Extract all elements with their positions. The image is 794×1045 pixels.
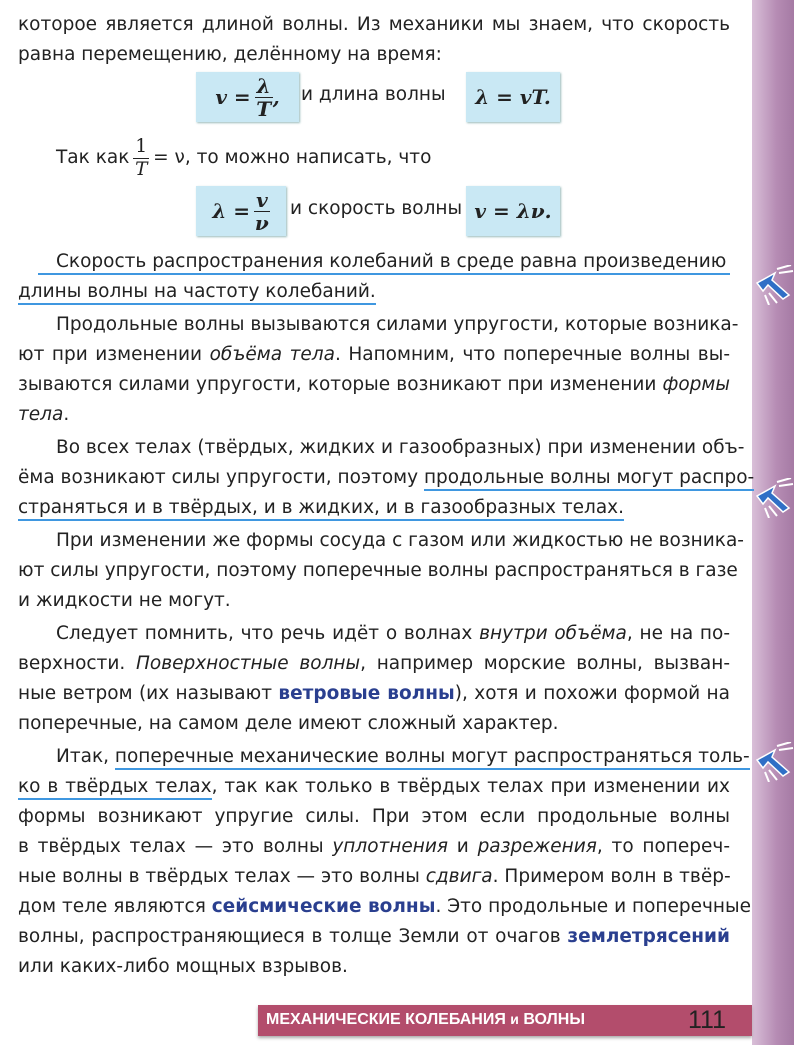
text: дом теле являются <box>18 896 212 917</box>
text-line: равна перемещению, делённому на время: <box>18 44 442 65</box>
highlight-rule: ко в твёрдых телах <box>18 776 212 800</box>
text: ВОЛНЫ <box>518 1011 585 1028</box>
denominator: T <box>135 158 148 180</box>
highlight-rule: Скорость распространения колебаний в среде равна произведению <box>38 251 730 275</box>
text: . <box>63 404 70 425</box>
text-line <box>18 892 752 922</box>
text-line <box>18 370 730 400</box>
formula-text: v = <box>215 85 251 109</box>
formula-velocity <box>196 72 299 122</box>
highlight-rule: поперечные механические волны могут распространяться толь- <box>115 746 750 770</box>
text-line <box>18 772 730 802</box>
text: , например морские волны, вызван- <box>360 653 730 674</box>
emphasis: тела <box>18 404 64 425</box>
formula-row-2 <box>18 184 730 244</box>
text: , так как только в твёрдых телах при изменении их <box>211 776 730 797</box>
text-line <box>18 132 730 184</box>
numerator: 1 <box>135 135 148 157</box>
formula-row-1 <box>18 70 730 132</box>
formula-caption: и скорость волны <box>290 198 463 219</box>
text: Итак, <box>56 746 115 767</box>
formula-text: , <box>272 85 280 109</box>
text: Так как <box>56 147 130 168</box>
highlight-rule: длины волны на частоту колебаний. <box>18 281 376 305</box>
text: , не на по- <box>626 623 731 644</box>
text: , то можно написать, что <box>184 147 432 168</box>
fraction <box>255 75 273 120</box>
text-line <box>18 832 730 862</box>
text-line <box>18 619 730 649</box>
text: ют при изменении <box>18 344 210 365</box>
text-line <box>18 277 730 307</box>
page-body <box>18 10 755 982</box>
text-line: формы возникают упругие силы. При этом если продольные волны <box>18 806 730 827</box>
text: волны, распространяющиеся в толще Земли от очагов <box>18 926 568 947</box>
emphasis: разрежения <box>477 836 597 857</box>
text-line: Во всех телах (твёрдых, жидких и газообразных) при изменении объ- <box>56 437 745 458</box>
text: верхности. <box>18 653 136 674</box>
chapter-footer <box>258 1005 752 1036</box>
text-line: Продольные волны вызываются силами упругости, которые возника- <box>56 314 739 335</box>
text: ные волны в твёрдых телах — это волны <box>18 866 426 887</box>
text: ёма возникают силы упругости, поэтому <box>18 467 424 488</box>
text-line <box>18 340 730 370</box>
text: . Напомним, что поперечные волны вы- <box>334 344 730 365</box>
emphasis: Поверхностные волны <box>135 653 361 674</box>
fraction <box>133 136 149 181</box>
text-line: При изменении же формы сосуда с газом или жидкостью не возника- <box>56 530 744 551</box>
fraction <box>254 189 270 234</box>
page-number: 111 <box>688 1006 727 1034</box>
arrow-marker-icon <box>755 478 794 518</box>
text-line <box>18 742 750 772</box>
text-line: которое является длиной волны. Из механики мы знаем, что скорость <box>18 14 730 35</box>
denominator: ν <box>254 210 269 235</box>
text-line <box>18 922 730 952</box>
key-term: ветровые волны <box>278 683 455 704</box>
text-line <box>18 862 730 892</box>
formula-caption: и длина волны <box>301 84 446 105</box>
text: . Это продольные и поперечные <box>435 896 752 917</box>
emphasis: сдвига <box>425 866 493 887</box>
text-line <box>18 400 730 430</box>
text: и <box>510 1011 519 1027</box>
page-margin-band <box>752 0 794 1045</box>
arrow-marker-icon <box>755 265 794 305</box>
text: зываются силами упругости, которые возникают при изменении <box>18 374 663 395</box>
text: ), хотя и похожи формой на <box>454 683 730 704</box>
key-term: сейсмические волны <box>211 896 436 917</box>
highlight-rule: продольные волны могут распро- <box>424 467 754 491</box>
text-line <box>18 463 755 493</box>
numerator: v <box>256 187 268 212</box>
text: и <box>448 836 478 857</box>
formula-wavelength-freq <box>196 186 286 236</box>
emphasis: внутри объёма <box>479 623 627 644</box>
text-line: и жидкости не могут. <box>18 590 231 611</box>
text-line: или каких-либо мощных взрывов. <box>18 956 348 977</box>
text: в твёрдых телах — это волны <box>18 836 333 857</box>
denominator: T <box>256 96 272 121</box>
emphasis: уплотнения <box>332 836 449 857</box>
emphasis: объёма тела <box>209 344 335 365</box>
formula-wavelength: λ = vT. <box>466 72 560 122</box>
formula-speed: v = λν. <box>466 186 560 236</box>
text: Следует помнить, что речь идёт о волнах <box>56 623 480 644</box>
text-line <box>18 493 730 523</box>
arrow-marker-icon <box>755 742 794 782</box>
text-line <box>18 247 730 277</box>
key-term: землетрясений <box>567 926 730 947</box>
chapter-title <box>266 1011 585 1029</box>
text-line: ют силы упругости, поэтому поперечные волны распространяться в газе <box>18 560 738 581</box>
numerator: λ <box>256 73 271 98</box>
text-line <box>18 679 730 709</box>
text: ные ветром (их называют <box>18 683 279 704</box>
text-line: поперечные, на самом деле имеют сложный характер. <box>18 713 559 734</box>
text: = ν <box>153 147 185 168</box>
formula-text: λ = <box>212 199 251 223</box>
text: , то попереч- <box>596 836 731 857</box>
text: МЕХАНИЧЕСКИЕ КОЛЕБАНИЯ <box>266 1011 511 1028</box>
highlight-rule: страняться и в твёрдых, и в жидких, и в газообразных телах. <box>18 497 624 521</box>
emphasis: формы <box>662 374 730 395</box>
text: . Примером волн в твёр- <box>492 866 731 887</box>
text-line <box>18 649 730 679</box>
